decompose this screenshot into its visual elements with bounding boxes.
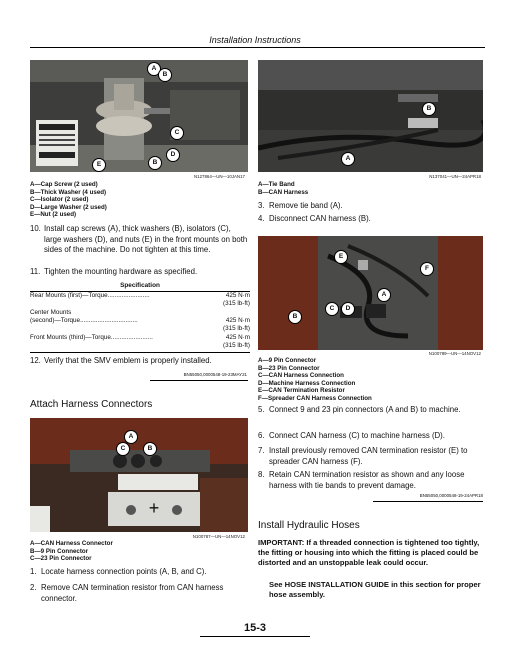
- step-number: 6.: [258, 431, 265, 440]
- step-number: 8.: [258, 470, 265, 479]
- spec-row: [30, 292, 250, 309]
- figure-1-id: N127864—UN—10JAN17: [193, 174, 245, 179]
- figure-3-photo: [258, 236, 483, 350]
- step-text: Tighten the mounting hardware as specified.: [44, 267, 198, 276]
- callout-a: A: [341, 152, 355, 166]
- step-12: [30, 356, 250, 367]
- step-number: 4.: [258, 214, 265, 223]
- callout-c: C: [116, 442, 130, 456]
- spec-row: [30, 334, 250, 351]
- caption-line: A—Cap Screw (2 used): [30, 181, 98, 188]
- figure-2-captions: [258, 181, 483, 196]
- step-number: 7.: [258, 446, 265, 455]
- step-text: Connect 9 and 23 pin connectors (A and B) to machine.: [269, 405, 461, 414]
- callout-b: B: [158, 68, 172, 82]
- figure-2-id: N137041—UN—24APR18: [429, 174, 481, 179]
- step-10: [30, 224, 250, 256]
- step-text: Install cap screws (A), thick washers (B), isolators (C), large washers (D), and nuts (E) in the front mounts on both sides of the machine. Do not tighten at this time.: [44, 224, 248, 255]
- callout-b-2: B: [148, 156, 162, 170]
- spec-row: [30, 317, 250, 334]
- caption-line: F—Spreader CAN Harness Connection: [258, 394, 372, 402]
- figure-4-id: N100787—UN—14NOV12: [192, 534, 245, 539]
- caption-line: C—CAN Harness Connection: [258, 372, 344, 380]
- callout-f: F: [420, 262, 434, 276]
- reference-code-1: BN55050,0000548-19-23MAY21: [183, 372, 247, 377]
- reference-code-2: BN55050,0000548-19-24APR18: [419, 493, 483, 498]
- figure-2-photo: [258, 60, 483, 172]
- caption-line: A—CAN Harness Connector: [30, 540, 113, 547]
- step-2: [30, 583, 250, 604]
- spec-value-imperial: (315 lb-ft): [223, 325, 250, 332]
- spec-heading: Specification: [120, 282, 160, 289]
- step-text: Connect CAN harness (C) to machine harness (D).: [269, 431, 445, 440]
- figure-2-illustration: [258, 60, 483, 172]
- spec-dots: .................................: [80, 317, 138, 324]
- step-7: [258, 446, 483, 467]
- caption-line: B—CAN Harness: [258, 188, 309, 196]
- step-number: 3.: [258, 201, 265, 210]
- section-title-attach-harness: Attach Harness Connectors: [30, 399, 153, 410]
- spec-value-imperial: (315 lb-ft): [223, 300, 250, 307]
- spec-value: 425 N·m: [225, 334, 250, 341]
- figure-4-photo: [30, 418, 248, 532]
- page-header: Installation Instructions: [209, 35, 301, 45]
- step-text: Install previously removed CAN termination resistor (E) to spreader CAN harness (F).: [269, 446, 468, 466]
- spec-label: (second)—Torque: [30, 317, 81, 324]
- callout-b: B: [288, 310, 302, 324]
- callout-d: D: [341, 302, 355, 316]
- step-text: Locate harness connection points (A, B, and C).: [41, 567, 207, 576]
- step-text: Disconnect CAN harness (B).: [269, 214, 371, 223]
- section-rule-1: [150, 380, 248, 381]
- spec-row: [30, 309, 250, 317]
- figure-4-illustration: [30, 418, 248, 532]
- spec-label: Center Mounts: [30, 309, 72, 316]
- spec-value-imperial: (315 lb-ft): [223, 342, 250, 349]
- callout-c: C: [170, 126, 184, 140]
- see-note: See HOSE INSTALLATION GUIDE in this section for proper hose assembly.: [269, 580, 481, 600]
- step-number: 11.: [30, 267, 41, 276]
- callout-b: B: [143, 442, 157, 456]
- step-text: Remove CAN termination resistor from CAN harness connector.: [41, 583, 224, 603]
- page-number: 15-3: [243, 622, 267, 634]
- step-number: 12.: [30, 356, 41, 365]
- caption-line: A—9 Pin Connector: [258, 357, 317, 364]
- caption-line: A—Tie Band: [258, 181, 295, 188]
- step-11: [30, 267, 250, 278]
- section-rule-2: [373, 501, 483, 502]
- step-number: 2.: [30, 583, 37, 592]
- important-note: IMPORTANT: If a threaded connection is tightened too tightly, the fitting or housing into which the fitting is placed could be distorted and an unstoppable leak could occur.: [258, 538, 480, 568]
- step-1: [30, 567, 250, 578]
- footer-rule: [200, 636, 310, 637]
- figure-3-captions: [258, 357, 483, 403]
- caption-line: E—CAN Termination Resistor: [258, 387, 345, 395]
- step-text: Remove tie band (A).: [269, 201, 343, 210]
- step-8: [258, 470, 483, 491]
- figure-4-captions: [30, 540, 248, 563]
- step-5: [258, 405, 483, 416]
- spec-label: Front Mounts (third)—Torque: [30, 334, 111, 341]
- step-4: [258, 214, 483, 225]
- callout-b: B: [422, 102, 436, 116]
- spec-value: 425 N·m: [225, 292, 250, 299]
- callout-c: C: [325, 302, 339, 316]
- figure-1-photo: [30, 60, 248, 172]
- svg-text:+: +: [148, 498, 160, 518]
- header-rule: [30, 47, 485, 48]
- spec-value: 425 N·m: [225, 317, 250, 324]
- caption-line: B—Thick Washer (4 used): [30, 188, 107, 196]
- caption-line: D—Large Washer (2 used): [30, 203, 107, 211]
- figure-3-illustration: [258, 236, 483, 350]
- spec-table: [30, 292, 250, 351]
- step-text: Verify that the SMV emblem is properly installed.: [44, 356, 212, 365]
- section-title-hydraulic-hoses: Install Hydraulic Hoses: [258, 520, 360, 531]
- step-3: [258, 201, 483, 212]
- step-6: [258, 431, 483, 442]
- caption-line: E—Nut (2 used): [30, 211, 77, 219]
- callout-d: D: [166, 148, 180, 162]
- spec-label: Rear Mounts (first)—Torque: [30, 292, 108, 299]
- spec-bottom-rule: [30, 352, 250, 353]
- spec-dots: ........................: [107, 292, 150, 299]
- spec-dots: ........................: [110, 334, 153, 341]
- callout-e: E: [92, 158, 106, 172]
- step-text: Retain CAN termination resistor as shown and any loose harness with tie bands to prevent damage.: [269, 470, 465, 490]
- callout-a: A: [124, 430, 138, 444]
- caption-line: B—9 Pin Connector: [30, 547, 89, 555]
- figure-1-illustration: [30, 60, 248, 172]
- caption-line: C—23 Pin Connector: [30, 555, 92, 563]
- caption-line: C—Isolator (2 used): [30, 196, 89, 204]
- figure-1-captions: [30, 181, 248, 219]
- callout-e: E: [334, 250, 348, 264]
- step-number: 10.: [30, 224, 41, 233]
- step-number: 1.: [30, 567, 37, 576]
- callout-a: A: [377, 288, 391, 302]
- callout-a: A: [147, 62, 161, 76]
- caption-line: D—Machine Harness Connection: [258, 379, 356, 387]
- caption-line: B—23 Pin Connector: [258, 364, 320, 372]
- figure-3-id: N100789—UN—14NOV12: [428, 351, 481, 356]
- step-number: 5.: [258, 405, 265, 414]
